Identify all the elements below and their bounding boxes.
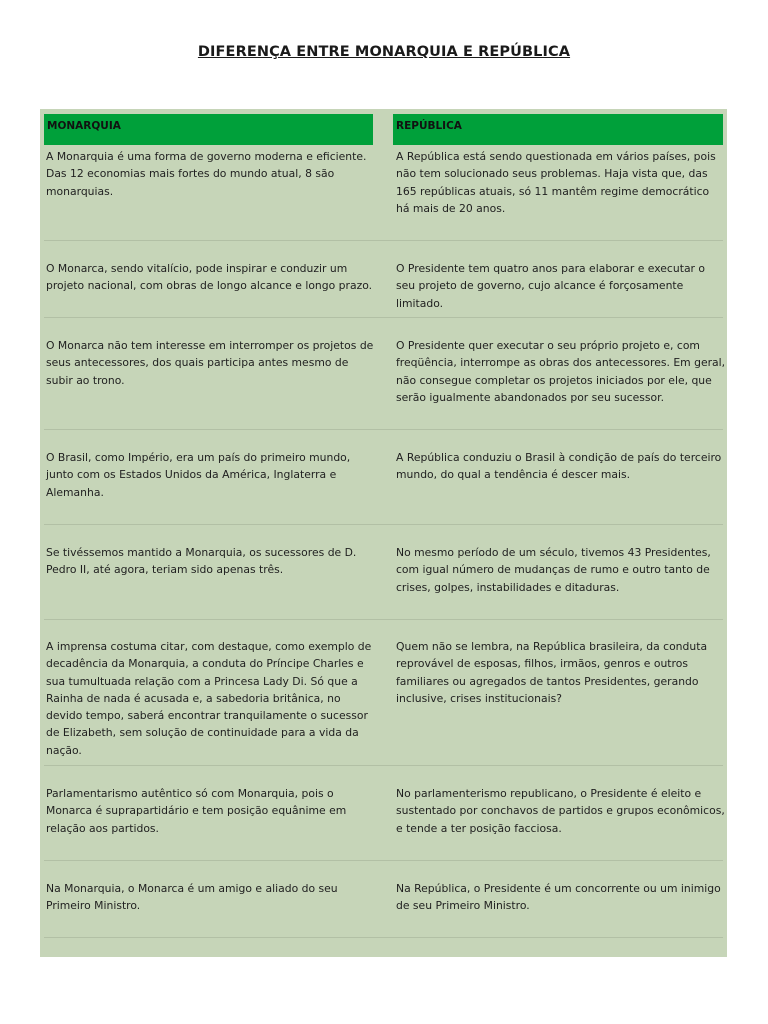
row-divider xyxy=(44,524,723,525)
cell-monarquia: A imprensa costuma citar, com destaque, como exemplo de decadência da Monarquia, a conduta do Príncipe Charles e sua tumultuada relação com a Princesa Lady Di. Só que a Rainha de nada é acusada e, a sabedoria britânica, no devido tempo, saberá encontrar tranquilamente o sucessor de Elizabeth, sem solução de continuidade para a vida da nação. xyxy=(46,640,372,757)
row-divider xyxy=(44,429,723,430)
cell-monarquia: Na Monarquia, o Monarca é um amigo e aliado do seu Primeiro Ministro. xyxy=(46,882,338,913)
cell-republica: No mesmo período de um século, tivemos 43 Presidentes, com igual número de mudanças de rumo e outro tanto de crises, golpes, instabilidades e ditaduras. xyxy=(396,546,711,594)
row-divider xyxy=(44,860,723,861)
row-divider xyxy=(44,937,723,938)
cell-monarquia: O Brasil, como Império, era um país do primeiro mundo, junto com os Estados Unidos da América, Inglaterra e Alemanha. xyxy=(46,451,351,499)
header-republica: REPÚBLICA xyxy=(393,114,723,145)
cell-republica: No parlamenterismo republicano, o Presidente é eleito e sustentado por conchavos de partidos e grupos econômicos, e tende a ter posição facciosa. xyxy=(396,787,725,835)
cell-republica: O Presidente quer executar o seu próprio projeto e, com freqüência, interrompe as obras dos antecessores. Em geral, não consegue completar os projetos iniciados por ele, que serão igualmente abandonados por seu sucessor. xyxy=(396,339,726,404)
cell-republica: O Presidente tem quatro anos para elaborar e executar o seu projeto de governo, cujo alcance é forçosamente limitado. xyxy=(396,262,706,310)
row-divider xyxy=(44,619,723,620)
cell-republica: Na República, o Presidente é um concorrente ou um inimigo de seu Primeiro Ministro. xyxy=(396,882,721,913)
header-monarquia: MONARQUIA xyxy=(44,114,373,145)
cell-monarquia: A Monarquia é uma forma de governo moderna e eficiente. Das 12 economias mais fortes do mundo atual, 8 são monarquias. xyxy=(46,150,367,198)
row-divider xyxy=(44,240,723,241)
cell-monarquia: O Monarca, sendo vitalício, pode inspirar e conduzir um projeto nacional, com obras de longo alcance e longo prazo. xyxy=(46,262,373,293)
comparison-table xyxy=(40,109,727,957)
cell-monarquia: Se tivéssemos mantido a Monarquia, os sucessores de D. Pedro II, até agora, teriam sido apenas três. xyxy=(46,546,357,577)
document-title: DIFERENÇA ENTRE MONARQUIA E REPÚBLICA xyxy=(197,44,571,60)
cell-republica: A República está sendo questionada em vários países, pois não tem solucionado seus problemas. Haja vista que, das 165 repúblicas atuais, só 11 mantêm regime democrático há mais de 20 anos. xyxy=(396,150,716,215)
row-divider xyxy=(44,765,723,766)
cell-republica: A República conduziu o Brasil à condição de país do terceiro mundo, do qual a tendência é descer mais. xyxy=(396,451,722,482)
cell-republica: Quem não se lembra, na República brasileira, da conduta reprovável de esposas, filhos, irmãos, genros e outros familiares ou agregados de tantos Presidentes, gerando inclusive, crises institucionais? xyxy=(396,640,708,705)
row-divider xyxy=(44,317,723,318)
cell-monarquia: Parlamentarismo autêntico só com Monarquia, pois o Monarca é suprapartidário e tem posição equânime em relação aos partidos. xyxy=(46,787,347,835)
cell-monarquia: O Monarca não tem interesse em interromper os projetos de seus antecessores, dos quais participa antes mesmo de subir ao trono. xyxy=(46,339,374,387)
